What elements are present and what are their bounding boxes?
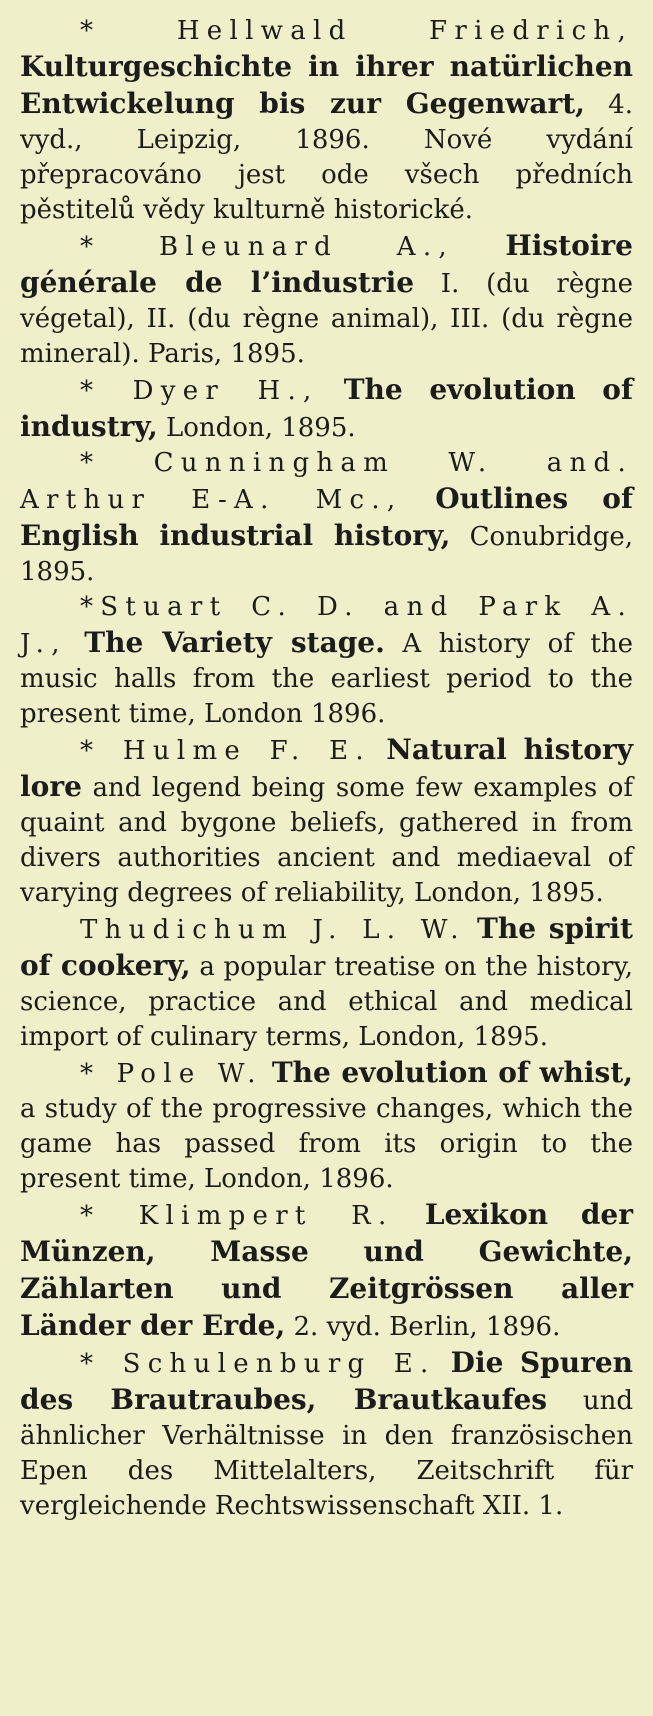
entry-bleunard	[20, 228, 633, 372]
entry-meta: A history of the music halls from the earliest period to the present time, London 1896.	[20, 629, 634, 729]
entry-meta: und ähnlicher Verhältnisse in den französischen Epen des Mittelalters, Zeitschrift für vergleichende Rechtswissenschaft XII. 1.	[20, 1386, 633, 1521]
entry-meta: Conubridge, 1895.	[20, 522, 633, 587]
entry-author: * Hellwald Friedrich,	[80, 16, 633, 46]
entry-pole	[20, 1055, 633, 1197]
entry-meta: a study of the progressive changes, which the game has passed from its origin to the present time, London, 1896.	[20, 1094, 633, 1194]
entry-title: Histoire générale de l’industrie	[20, 229, 633, 299]
entry-author: * Hulme F. E.	[80, 736, 371, 766]
entry-author: * Cunningham W. and. Arthur E-A. Mc.,	[20, 448, 633, 515]
entry-title: Lexikon der Münzen, Masse und Gewichte, Zählarten und Zeitgrössen aller Länder der Erde,	[20, 1198, 633, 1342]
entry-meta: 4. vyd., Leipzig, 1896. Nové vydání přepracováno jest ode všech předních pěstitelů vědy kulturně historické.	[20, 90, 633, 225]
entry-stuart	[20, 590, 633, 732]
entry-meta: I. (du règne végetal), II. (du règne animal), III. (du règne mineral). Paris, 1895.	[20, 269, 634, 369]
entry-title: The spirit of cookery,	[20, 912, 633, 982]
entry-klimpert	[20, 1197, 633, 1345]
entry-meta: London, 1895.	[157, 413, 356, 443]
entry-thudichum	[20, 911, 633, 1055]
entry-dyer	[20, 372, 633, 446]
entry-author: * Pole W.	[80, 1059, 263, 1089]
entry-title: Outlines of English industrial history,	[20, 482, 634, 552]
entry-title: Kulturgeschichte in ihrer natürlichen Entwickelung bis zur Gegenwart,	[20, 50, 633, 120]
entry-hulme	[20, 732, 633, 911]
entry-author: * Bleunard A.,	[80, 232, 454, 262]
entry-schulenburg	[20, 1345, 633, 1524]
entry-title: Natural history lore	[20, 733, 633, 803]
entry-title: The evolution of industry,	[20, 373, 634, 443]
entry-author: * Dyer H.,	[80, 376, 319, 406]
entry-hellwald	[20, 14, 633, 228]
entry-meta: and legend being some few examples of quaint and bygone beliefs, gathered in from divers authorities ancient and mediaeval of varying degrees of reliability, London, 1895.	[20, 773, 633, 908]
entry-author: Thudichum J. L. W.	[80, 915, 466, 945]
entry-title: The Variety stage.	[84, 626, 385, 659]
entry-title: Die Spuren des Brautraubes, Brautkaufes	[20, 1346, 634, 1416]
entry-title: The evolution of whist,	[271, 1056, 633, 1089]
entry-meta: 2. vyd. Berlin, 1896.	[285, 1312, 561, 1342]
entry-author: * Schulenburg E.	[80, 1349, 436, 1379]
entry-cunningham	[20, 446, 633, 590]
entry-meta: a popular treatise on the history, science, practice and ethical and medical import of culinary terms, London, 1895.	[20, 952, 633, 1052]
entry-author: * Klimpert R.	[80, 1201, 394, 1231]
entry-author: *Stuart C. D. and Park A. J.,	[20, 592, 633, 659]
